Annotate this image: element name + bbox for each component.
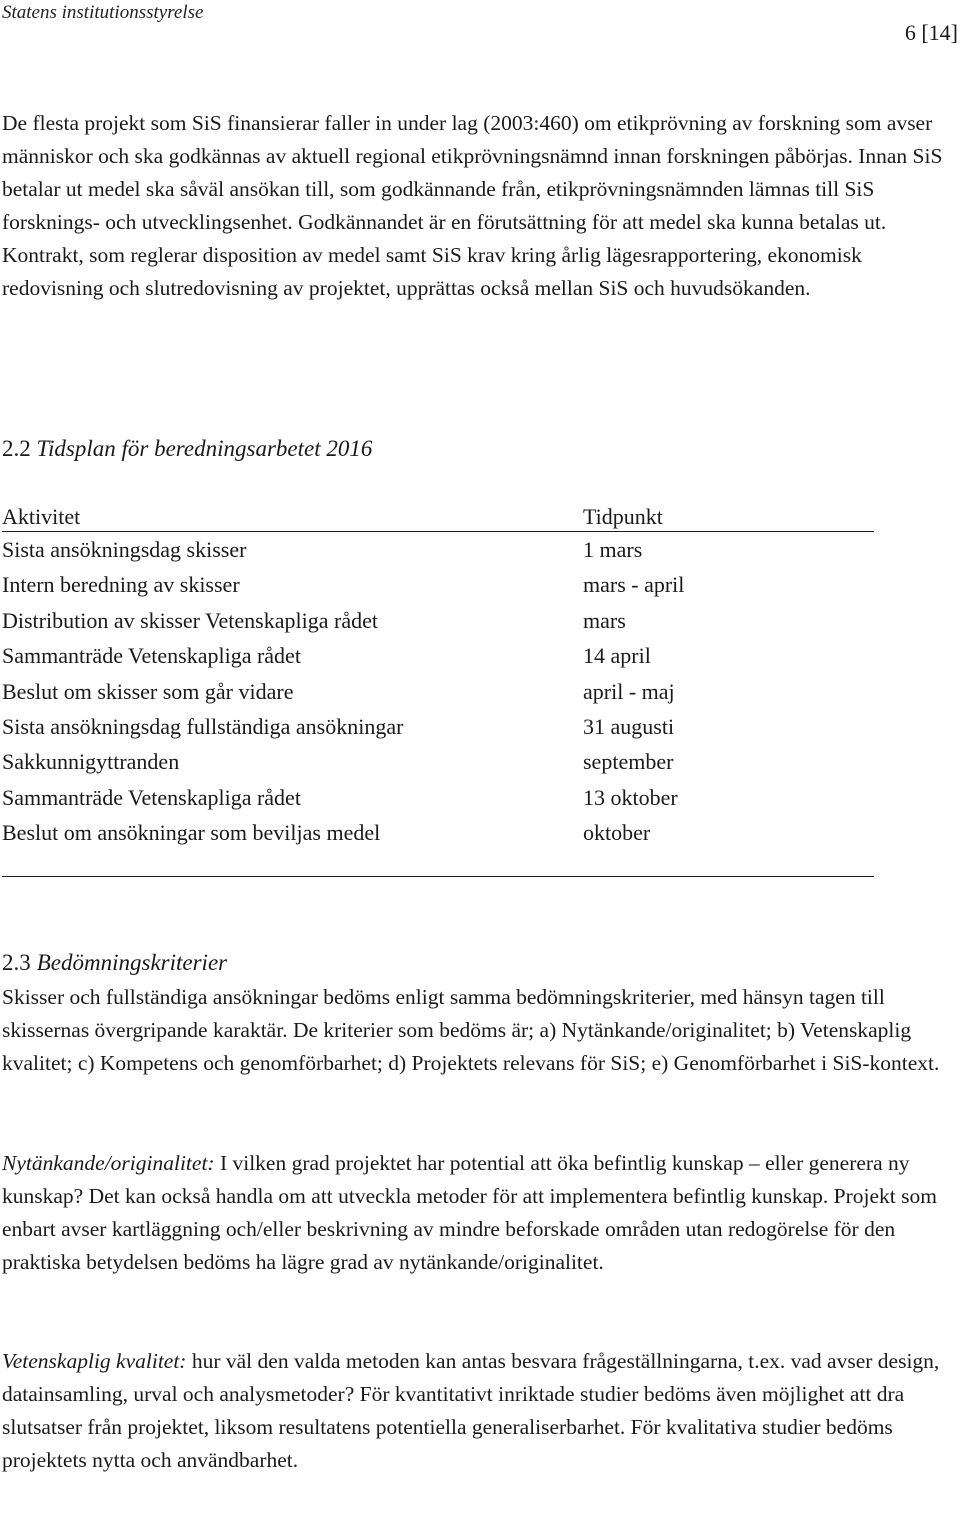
novelty-text: I vilken grad projektet har potential att öka befintlig kunskap – eller generera ny kunskap? Det kan också handla om att utveckla metoder för att implementera befintlig kunskap. Projekt som enbart avser kartläggning och/eller beskrivning av mindre beforskade områden utan redogörelse för den praktiska betydelsen bedöms ha lägre grad av nytänkande/originalitet. <box>2 1151 937 1274</box>
section-number: 2.3 <box>2 950 31 975</box>
time-cell: mars <box>583 607 626 633</box>
table-row <box>2 603 874 638</box>
time-cell: 31 augusti <box>583 713 675 739</box>
quality-paragraph <box>2 1345 952 1477</box>
quality-lead: Vetenskaplig kvalitet: <box>2 1349 187 1373</box>
time-cell: 1 mars <box>583 537 643 562</box>
table-row <box>2 567 874 602</box>
section-heading-criteria <box>2 948 227 978</box>
activity-cell: Beslut om skisser som går vidare <box>2 678 294 704</box>
time-cell: april - maj <box>583 678 675 704</box>
intro-paragraph: De flesta projekt som SiS finansierar faller in under lag (2003:460) om etikprövning av forskning som avser människor och ska godkännas av aktuell regional etikprövningsnämnd innan forskningen påbörjas. Innan SiS betalar ut medel ska såväl ansökan till, som godkännande från, etikprövningsnämnden lämnas till SiS forsknings- och utvecklingsenhet. Godkännandet är en förutsättning för att medel ska kunna betalas ut. Kontrakt, som reglerar disposition av medel samt SiS krav kring årlig lägesrapportering, ekonomisk redovisning och slutredovisning av projektet, upprättas också mellan SiS och huvudsökanden. <box>2 111 943 300</box>
table-row <box>2 709 874 744</box>
novelty-paragraph <box>2 1147 952 1279</box>
time-cell: oktober <box>583 820 651 846</box>
activity-cell: Sista ansökningsdag skisser <box>2 537 247 562</box>
section-title: Tidsplan för beredningsarbetet 2016 <box>36 436 373 461</box>
table-row <box>2 780 874 815</box>
column-header-time: Tidpunkt <box>583 504 663 529</box>
organization-name: Statens institutionsstyrelse <box>2 2 204 23</box>
schedule-header-row <box>2 501 874 532</box>
table-row <box>2 744 874 779</box>
table-row <box>2 638 874 673</box>
time-cell: 13 oktober <box>583 784 678 810</box>
schedule-table <box>2 501 874 851</box>
activity-cell: Beslut om ansökningar som beviljas medel <box>2 820 381 846</box>
table-row <box>2 532 874 567</box>
section-number: 2.2 <box>2 436 31 461</box>
table-row <box>2 815 874 850</box>
section-heading-schedule <box>2 434 372 464</box>
time-cell: 14 april <box>583 643 651 669</box>
column-header-activity: Aktivitet <box>2 504 81 529</box>
criteria-paragraph: Skisser och fullständiga ansökningar bedöms enligt samma bedömningskriterier, med hänsyn tagen till skissernas övergripande karaktär. De kriterier som bedöms är; a) Nytänkande/originalitet; b) Vetenskaplig kvalitet; c) Kompetens och genomförbarhet; d) Projektets relevans för SiS; e) Genomförbarhet i SiS-kontext. <box>2 985 940 1075</box>
page-number: 6 [14] <box>904 20 958 45</box>
table-end-rule <box>2 876 874 877</box>
activity-cell: Distribution av skisser Vetenskapliga rådet <box>2 607 378 633</box>
time-cell: mars - april <box>583 572 685 598</box>
time-cell: september <box>583 749 674 775</box>
novelty-lead: Nytänkande/originalitet: <box>2 1151 215 1175</box>
section-title: Bedömningskriterier <box>36 950 228 975</box>
activity-cell: Sammanträde Vetenskapliga rådet <box>2 643 301 669</box>
quality-text: hur väl den valda metoden kan antas besvara frågeställningarna, t.ex. vad avser design, datainsamling, urval och analysmetoder? För kvantitativt inriktade studier bedöms även möjlighet att dra slutsatser från projektet, liksom resultatens potentiella generaliserbarhet. För kvalitativa studier bedöms projektets nytta och användbarhet. <box>2 1349 940 1472</box>
activity-cell: Sakkunnigyttranden <box>2 749 180 775</box>
table-row <box>2 674 874 709</box>
activity-cell: Intern beredning av skisser <box>2 572 240 598</box>
activity-cell: Sammanträde Vetenskapliga rådet <box>2 784 301 810</box>
activity-cell: Sista ansökningsdag fullständiga ansökningar <box>2 713 404 739</box>
